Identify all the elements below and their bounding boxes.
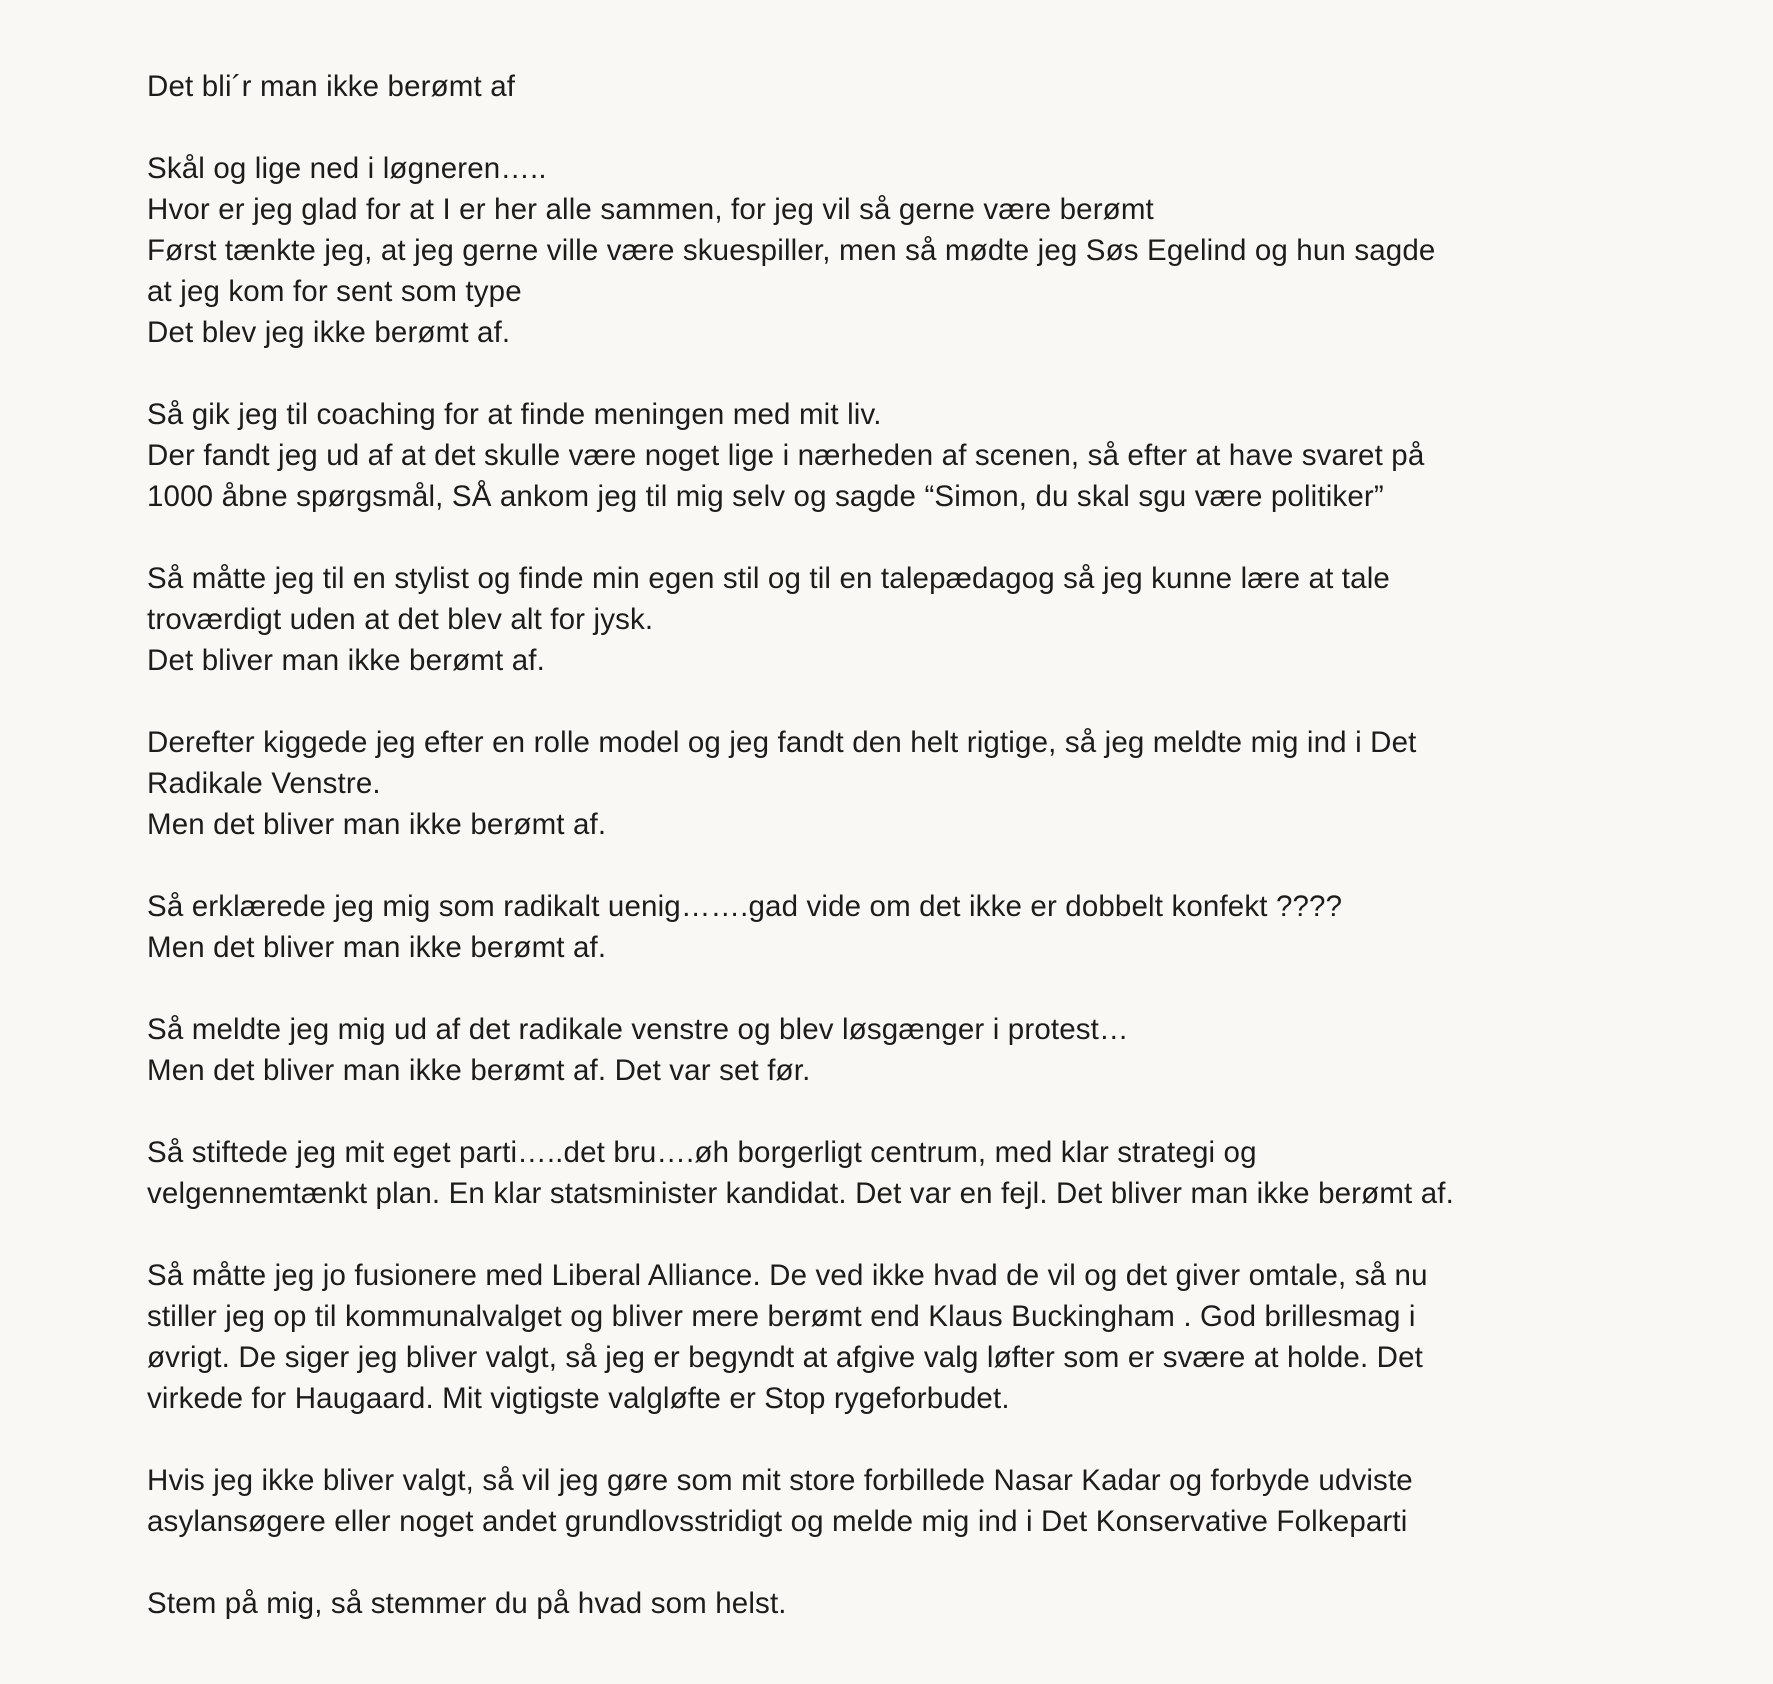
text-line: øvrigt. De siger jeg bliver valgt, så jeg er begyndt at afgive valg løfter som er svære at holde. Det: [147, 1341, 1424, 1374]
text-line: Først tænkte jeg, at jeg gerne ville være skuespiller, men så mødte jeg Søs Egelind og hun sagde: [147, 234, 1436, 267]
text-line: troværdigt uden at det blev alt for jysk.: [147, 603, 654, 636]
paragraph: [147, 1460, 1707, 1542]
document-body: [147, 66, 1707, 1624]
paragraph-gap: [147, 681, 1707, 722]
paragraph-gap: [147, 1214, 1707, 1255]
document-title: Det bli´r man ikke berømt af: [147, 70, 516, 103]
paragraph-gap: [147, 845, 1707, 886]
paragraph: [147, 722, 1707, 845]
text-line: virkede for Haugaard. Mit vigtigste valgløfte er Stop rygeforbudet.: [147, 1382, 1010, 1415]
paragraph-gap: [147, 353, 1707, 394]
paragraph-gap: [147, 1419, 1707, 1460]
text-line: Så måtte jeg til en stylist og finde min egen stil og til en talepædagog så jeg kunne lære at tale: [147, 562, 1390, 595]
paragraph-gap: [147, 107, 1707, 148]
text-line: 1000 åbne spørgsmål, SÅ ankom jeg til mig selv og sagde “Simon, du skal sgu være politiker”: [147, 480, 1384, 513]
paragraph: [147, 148, 1707, 353]
text-line: Hvis jeg ikke bliver valgt, så vil jeg gøre som mit store forbillede Nasar Kadar og forbyde udviste: [147, 1464, 1413, 1497]
text-line: Skål og lige ned i løgneren…..: [147, 152, 547, 185]
text-line: Men det bliver man ikke berømt af.: [147, 808, 607, 841]
paragraph: [147, 558, 1707, 681]
text-line: Stem på mig, så stemmer du på hvad som helst.: [147, 1587, 787, 1620]
paragraph-gap: [147, 517, 1707, 558]
paragraph: [147, 1255, 1707, 1419]
text-line: Hvor er jeg glad for at I er her alle sammen, for jeg vil så gerne være berømt: [147, 193, 1154, 226]
text-line: Så gik jeg til coaching for at finde meningen med mit liv.: [147, 398, 882, 431]
text-line: velgennemtænkt plan. En klar statsminister kandidat. Det var en fejl. Det bliver man ikke berømt af.: [147, 1177, 1454, 1210]
text-line: Men det bliver man ikke berømt af.: [147, 931, 607, 964]
text-line: Men det bliver man ikke berømt af. Det var set før.: [147, 1054, 811, 1087]
paragraph-gap: [147, 1542, 1707, 1583]
text-line: Derefter kiggede jeg efter en rolle model og jeg fandt den helt rigtige, så jeg meldte mig ind i Det: [147, 726, 1417, 759]
paragraph: [147, 1009, 1707, 1091]
text-line: Radikale Venstre.: [147, 767, 381, 800]
text-line: Så meldte jeg mig ud af det radikale venstre og blev løsgænger i protest…: [147, 1013, 1129, 1046]
paragraph-gap: [147, 968, 1707, 1009]
text-line: Så stiftede jeg mit eget parti…..det bru….øh borgerligt centrum, med klar strategi og: [147, 1136, 1257, 1169]
paragraph: [147, 886, 1707, 968]
text-line: Det bliver man ikke berømt af.: [147, 644, 545, 677]
text-line: asylansøgere eller noget andet grundlovsstridigt og melde mig ind i Det Konservative Folkeparti: [147, 1505, 1408, 1538]
text-line: Det blev jeg ikke berømt af.: [147, 316, 511, 349]
text-line: at jeg kom for sent som type: [147, 275, 522, 308]
text-line: Så erklærede jeg mig som radikalt uenig…….gad vide om det ikke er dobbelt konfekt ????: [147, 890, 1343, 923]
paragraph-gap: [147, 1091, 1707, 1132]
paragraph: [147, 1583, 1707, 1624]
text-line: Så måtte jeg jo fusionere med Liberal Alliance. De ved ikke hvad de vil og det giver omtale, så nu: [147, 1259, 1428, 1292]
text-line: stiller jeg op til kommunalvalget og bliver mere berømt end Klaus Buckingham . God brillesmag i: [147, 1300, 1416, 1333]
text-line: Der fandt jeg ud af at det skulle være noget lige i nærheden af scenen, så efter at have svaret på: [147, 439, 1425, 472]
paragraph: [147, 1132, 1707, 1214]
paragraph: [147, 394, 1707, 517]
